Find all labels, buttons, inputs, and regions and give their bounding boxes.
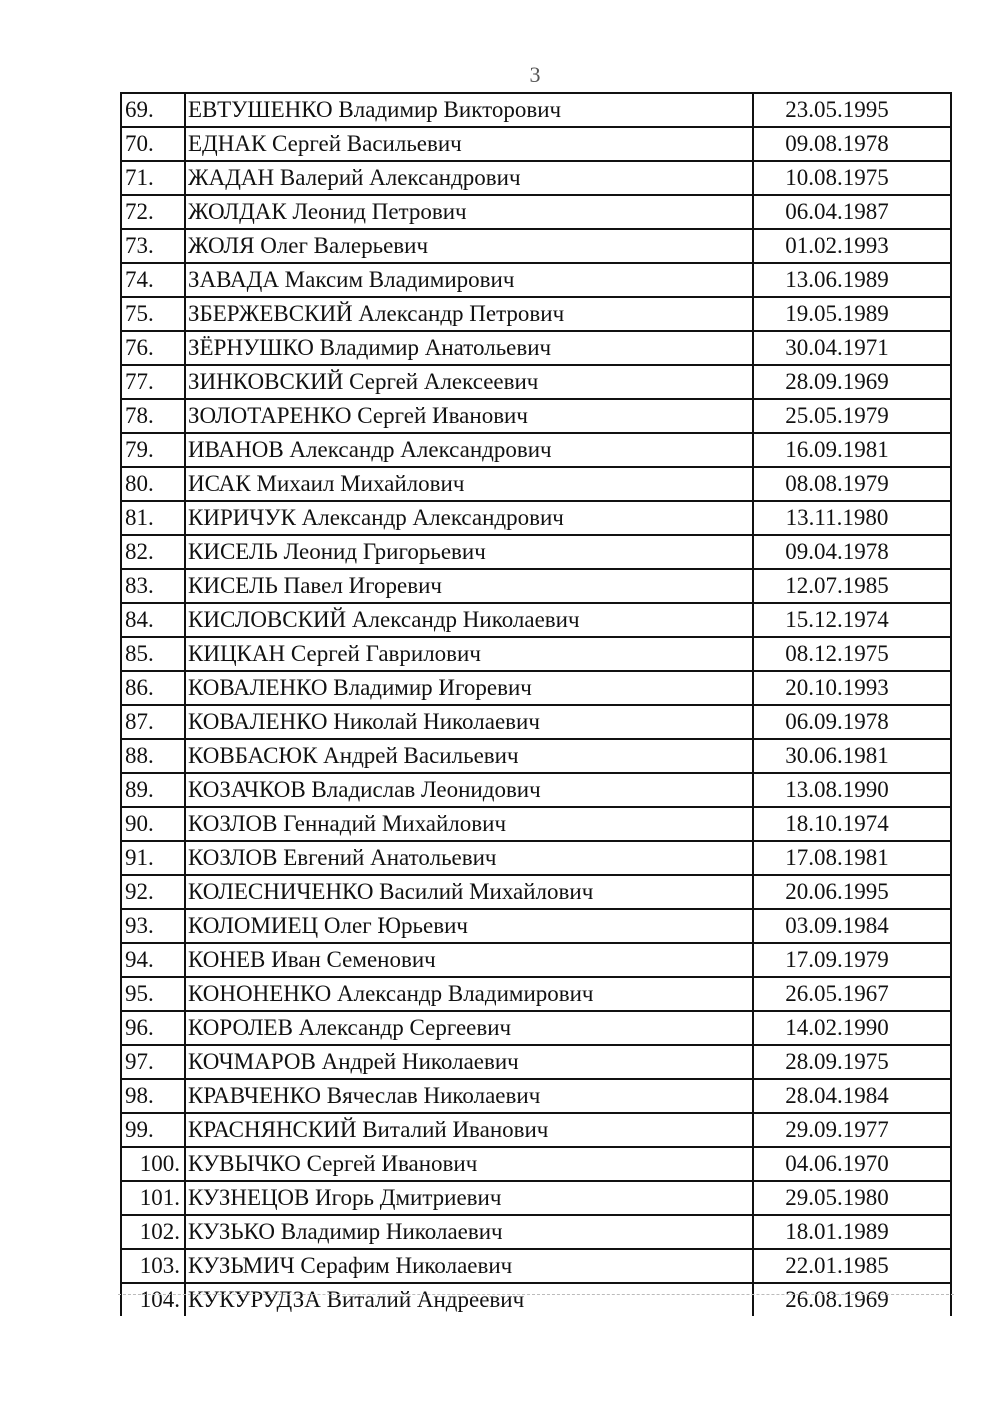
birth-date: 08.08.1979 — [785, 471, 889, 496]
person-name: ЗОЛОТАРЕНКО Сергей Иванович — [186, 400, 754, 432]
person-name: ЗАВАДА Максим Владимирович — [186, 264, 754, 296]
row-number: 101. — [122, 1182, 186, 1214]
row-number: 99. — [122, 1114, 186, 1146]
person-name: ЖОЛЯ Олег Валерьевич — [186, 230, 754, 262]
row-number: 89. — [122, 774, 186, 806]
birth-date: 22.01.1985 — [785, 1253, 889, 1278]
birth-date: 26.08.1969 — [785, 1287, 889, 1312]
row-number: 81. — [122, 502, 186, 534]
table-row — [122, 162, 950, 196]
table-row — [122, 808, 950, 842]
table-row — [122, 774, 950, 808]
birth-date: 03.09.1984 — [785, 913, 889, 938]
row-number: 87. — [122, 706, 186, 738]
birth-date: 04.06.1970 — [785, 1151, 889, 1176]
table-row — [122, 1080, 950, 1114]
table-row — [122, 298, 950, 332]
row-number: 69. — [122, 94, 186, 126]
row-number: 102. — [122, 1216, 186, 1248]
person-name: КОНОНЕНКО Александр Владимирович — [186, 978, 754, 1010]
row-number: 94. — [122, 944, 186, 976]
row-number: 103. — [122, 1250, 186, 1282]
birth-date: 06.09.1978 — [785, 709, 889, 734]
table-row — [122, 1046, 950, 1080]
person-name: КОВАЛЕНКО Николай Николаевич — [186, 706, 754, 738]
person-name: КИСЕЛЬ Леонид Григорьевич — [186, 536, 754, 568]
row-number: 75. — [122, 298, 186, 330]
table-row — [122, 1216, 950, 1250]
birth-date: 13.11.1980 — [785, 505, 889, 530]
person-name: КУКУРУДЗА Виталий Андреевич — [186, 1284, 754, 1316]
person-name: КИСЕЛЬ Павел Игоревич — [186, 570, 754, 602]
birth-date: 20.06.1995 — [785, 879, 889, 904]
person-name: КОЛОМИЕЦ Олег Юрьевич — [186, 910, 754, 942]
row-number: 98. — [122, 1080, 186, 1112]
row-number: 85. — [122, 638, 186, 670]
table-row — [122, 604, 950, 638]
row-number: 104. — [122, 1284, 186, 1316]
person-name: КОРОЛЕВ Александр Сергеевич — [186, 1012, 754, 1044]
birth-date: 13.08.1990 — [785, 777, 889, 802]
table-row — [122, 570, 950, 604]
table-row — [122, 740, 950, 774]
birth-date: 19.05.1989 — [785, 301, 889, 326]
table-row — [122, 94, 950, 128]
birth-date: 20.10.1993 — [785, 675, 889, 700]
birth-date: 08.12.1975 — [785, 641, 889, 666]
person-name: КОЛЕСНИЧЕНКО Василий Михайлович — [186, 876, 754, 908]
birth-date: 29.05.1980 — [785, 1185, 889, 1210]
birth-date: 30.04.1971 — [785, 335, 889, 360]
person-name: КИЦКАН Сергей Гаврилович — [186, 638, 754, 670]
row-number: 78. — [122, 400, 186, 432]
table-row — [122, 400, 950, 434]
person-name: КОВАЛЕНКО Владимир Игоревич — [186, 672, 754, 704]
person-name: КОНЕВ Иван Семенович — [186, 944, 754, 976]
row-number: 88. — [122, 740, 186, 772]
row-number: 93. — [122, 910, 186, 942]
birth-date: 26.05.1967 — [785, 981, 889, 1006]
person-name: КОЗАЧКОВ Владислав Леонидович — [186, 774, 754, 806]
person-name: КОЗЛОВ Геннадий Михайлович — [186, 808, 754, 840]
row-number: 77. — [122, 366, 186, 398]
row-number: 79. — [122, 434, 186, 466]
person-name: КУЗЬКО Владимир Николаевич — [186, 1216, 754, 1248]
birth-date: 18.10.1974 — [785, 811, 889, 836]
birth-date: 28.09.1975 — [785, 1049, 889, 1074]
table-row — [122, 1148, 950, 1182]
birth-date: 30.06.1981 — [785, 743, 889, 768]
page-number: 3 — [529, 62, 541, 87]
row-number: 76. — [122, 332, 186, 364]
row-number: 95. — [122, 978, 186, 1010]
row-number: 73. — [122, 230, 186, 262]
person-name: КОВБАСЮК Андрей Васильевич — [186, 740, 754, 772]
table-row — [122, 638, 950, 672]
row-number: 86. — [122, 672, 186, 704]
birth-date: 14.02.1990 — [785, 1015, 889, 1040]
table-row — [122, 1284, 950, 1316]
row-number: 90. — [122, 808, 186, 840]
row-number: 83. — [122, 570, 186, 602]
table-row — [122, 434, 950, 468]
person-name: ЕДНАК Сергей Васильевич — [186, 128, 754, 160]
person-name: КОЧМАРОВ Андрей Николаевич — [186, 1046, 754, 1078]
birth-date: 17.08.1981 — [785, 845, 889, 870]
birth-date: 01.02.1993 — [785, 233, 889, 258]
birth-date: 09.08.1978 — [785, 131, 889, 156]
table-row — [122, 230, 950, 264]
table-row — [122, 1012, 950, 1046]
person-name: ИВАНОВ Александр Александрович — [186, 434, 754, 466]
birth-date: 13.06.1989 — [785, 267, 889, 292]
table-row — [122, 536, 950, 570]
names-table — [120, 92, 952, 1316]
row-number: 100. — [122, 1148, 186, 1180]
table-row — [122, 468, 950, 502]
row-number: 80. — [122, 468, 186, 500]
table-row — [122, 1250, 950, 1284]
row-number: 74. — [122, 264, 186, 296]
person-name: КРАВЧЕНКО Вячеслав Николаевич — [186, 1080, 754, 1112]
table-row — [122, 672, 950, 706]
person-name: ЕВТУШЕНКО Владимир Викторович — [186, 94, 754, 126]
birth-date: 09.04.1978 — [785, 539, 889, 564]
birth-date: 28.09.1969 — [785, 369, 889, 394]
person-name: КУВЫЧКО Сергей Иванович — [186, 1148, 754, 1180]
person-name: КИРИЧУК Александр Александрович — [186, 502, 754, 534]
row-number: 71. — [122, 162, 186, 194]
person-name: ЗЁРНУШКО Владимир Анатольевич — [186, 332, 754, 364]
person-name: ЗИНКОВСКИЙ Сергей Алексеевич — [186, 366, 754, 398]
birth-date: 23.05.1995 — [785, 97, 889, 122]
table-row — [122, 196, 950, 230]
birth-date: 10.08.1975 — [785, 165, 889, 190]
person-name: КИСЛОВСКИЙ Александр Николаевич — [186, 604, 754, 636]
birth-date: 16.09.1981 — [785, 437, 889, 462]
birth-date: 15.12.1974 — [785, 607, 889, 632]
birth-date: 29.09.1977 — [785, 1117, 889, 1142]
row-number: 70. — [122, 128, 186, 160]
table-row — [122, 128, 950, 162]
table-row — [122, 842, 950, 876]
person-name: ИСАК Михаил Михайлович — [186, 468, 754, 500]
birth-date: 28.04.1984 — [785, 1083, 889, 1108]
person-name: КОЗЛОВ Евгений Анатольевич — [186, 842, 754, 874]
table-row — [122, 706, 950, 740]
table-row — [122, 332, 950, 366]
birth-date: 25.05.1979 — [785, 403, 889, 428]
page-cut-line — [118, 1294, 954, 1295]
row-number: 84. — [122, 604, 186, 636]
person-name: ЗБЕРЖЕВСКИЙ Александр Петрович — [186, 298, 754, 330]
person-name: ЖОЛДАК Леонид Петрович — [186, 196, 754, 228]
row-number: 82. — [122, 536, 186, 568]
table-row — [122, 1182, 950, 1216]
person-name: ЖАДАН Валерий Александрович — [186, 162, 754, 194]
table-row — [122, 876, 950, 910]
person-name: КРАСНЯНСКИЙ Виталий Иванович — [186, 1114, 754, 1146]
person-name: КУЗЬМИЧ Серафим Николаевич — [186, 1250, 754, 1282]
birth-date: 17.09.1979 — [785, 947, 889, 972]
row-number: 72. — [122, 196, 186, 228]
birth-date: 18.01.1989 — [785, 1219, 889, 1244]
row-number: 97. — [122, 1046, 186, 1078]
row-number: 96. — [122, 1012, 186, 1044]
table-row — [122, 978, 950, 1012]
table-row — [122, 1114, 950, 1148]
table-row — [122, 910, 950, 944]
row-number: 92. — [122, 876, 186, 908]
table-row — [122, 944, 950, 978]
table-row — [122, 366, 950, 400]
table-row — [122, 502, 950, 536]
row-number: 91. — [122, 842, 186, 874]
birth-date: 12.07.1985 — [785, 573, 889, 598]
person-name: КУЗНЕЦОВ Игорь Дмитриевич — [186, 1182, 754, 1214]
birth-date: 06.04.1987 — [785, 199, 889, 224]
table-row — [122, 264, 950, 298]
